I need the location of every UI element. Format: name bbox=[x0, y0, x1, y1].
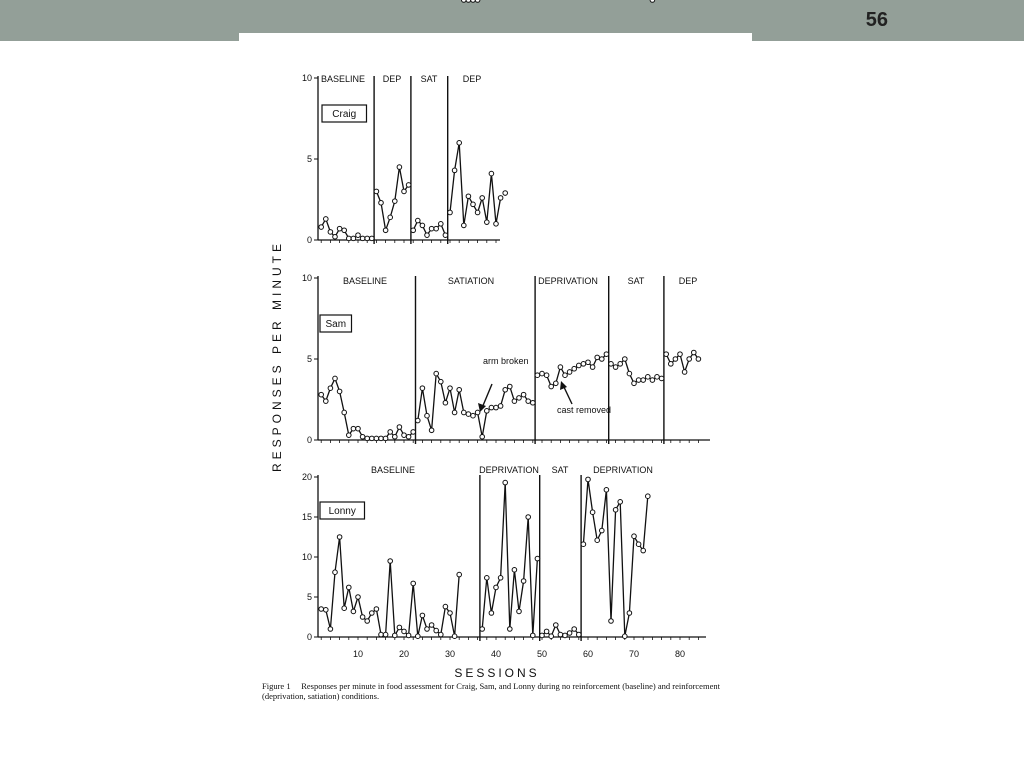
panel-1-data-point bbox=[577, 363, 582, 368]
panel-1-data-point bbox=[669, 362, 674, 367]
panel-1-data-point bbox=[623, 357, 628, 362]
panel-1-ytick-label: 0 bbox=[306, 435, 312, 445]
panel-0-ytick-label: 0 bbox=[306, 235, 312, 245]
panel-0-data-point bbox=[420, 223, 425, 228]
panel-1-data-point bbox=[526, 399, 531, 404]
panel-1-data-point bbox=[554, 381, 559, 386]
panel-2-phase-label: DEPRIVATION bbox=[593, 465, 653, 475]
panel-2-data-point bbox=[517, 609, 522, 614]
panel-1-data-point bbox=[406, 434, 411, 439]
panel-1-data-point bbox=[641, 378, 646, 383]
panel-1-data-point bbox=[393, 434, 398, 439]
slide-number: 56 bbox=[865, 9, 888, 31]
panel-2-data-point bbox=[590, 510, 595, 515]
panel-2-ytick-label: 15 bbox=[301, 512, 312, 522]
panel-1-data-point bbox=[659, 376, 664, 381]
panel-1-data-point bbox=[448, 386, 453, 391]
panel-1-data-point bbox=[498, 404, 503, 409]
panel-2-data-point bbox=[508, 627, 513, 632]
x-tick-label: 40 bbox=[490, 649, 502, 659]
panel-1-data-point bbox=[402, 433, 407, 438]
x-axis-title: SESSIONS bbox=[454, 666, 540, 680]
panel-0-data-point bbox=[351, 236, 356, 241]
panel-1-data-point bbox=[682, 370, 687, 375]
panel-2-data-point bbox=[360, 615, 365, 620]
panel-1-series-line bbox=[418, 374, 533, 437]
panel-1-data-point bbox=[664, 352, 669, 357]
panel-2-data-point bbox=[383, 632, 388, 637]
panel-1-ytick-label: 10 bbox=[301, 273, 312, 283]
panel-1-data-point bbox=[586, 360, 591, 365]
panel-1-data-point bbox=[531, 400, 536, 405]
panel-2-data-point bbox=[319, 607, 324, 612]
panel-1-data-point bbox=[517, 396, 522, 401]
panel-1-data-point bbox=[600, 357, 605, 362]
panel-1-data-point bbox=[544, 373, 549, 378]
panel-1-data-point bbox=[678, 352, 683, 357]
panel-1-data-point bbox=[480, 434, 485, 439]
panel-2-data-point bbox=[370, 611, 375, 616]
panel-2-data-point bbox=[448, 611, 453, 616]
panel-1-data-point bbox=[379, 436, 384, 441]
panel-2-data-point bbox=[558, 632, 563, 637]
panel-2-phase-label: DEPRIVATION bbox=[479, 465, 539, 475]
panel-2-data-point bbox=[586, 477, 591, 482]
panel-1-data-point bbox=[512, 399, 517, 404]
panel-1-phase-label: DEPRIVATION bbox=[538, 276, 598, 286]
panel-0-data-point bbox=[503, 191, 508, 196]
panel-1-data-point bbox=[383, 436, 388, 441]
x-tick-label: 30 bbox=[444, 649, 456, 659]
panel-2-phase-label: BASELINE bbox=[370, 465, 416, 475]
panel-1-data-point bbox=[563, 373, 568, 378]
panel-2-data-point bbox=[618, 500, 623, 505]
panel-2-data-point bbox=[388, 559, 393, 564]
panel-2-data-point bbox=[374, 607, 379, 612]
panel-2-data-point bbox=[416, 634, 421, 639]
x-tick-label: 20 bbox=[398, 649, 410, 659]
panel-2-data-point bbox=[494, 585, 499, 590]
panel-2-data-point bbox=[503, 480, 508, 485]
panel-2-data-point bbox=[439, 632, 444, 637]
panel-2-data-point bbox=[420, 613, 425, 618]
x-tick-label: 50 bbox=[536, 649, 548, 659]
panel-1-data-point bbox=[581, 362, 586, 367]
panel-1-data-point bbox=[397, 425, 402, 430]
panel-1-data-point bbox=[696, 357, 701, 362]
panel-1-data-point bbox=[337, 389, 342, 394]
panel-2-data-point bbox=[475, 0, 480, 2]
panel-2-data-point bbox=[406, 633, 411, 638]
panel-0-data-point bbox=[429, 226, 434, 231]
x-tick-label: 80 bbox=[674, 649, 686, 659]
panel-1-data-point bbox=[342, 410, 347, 415]
panel-1-data-point bbox=[443, 400, 448, 405]
panel-2-data-point bbox=[351, 609, 356, 614]
panel-2-data-point bbox=[641, 548, 646, 553]
panel-0-data-point bbox=[388, 215, 393, 220]
panel-2-data-point bbox=[627, 611, 632, 616]
panel-1-data-point bbox=[613, 365, 618, 370]
panel-1-data-point bbox=[636, 378, 641, 383]
panel-0-data-point bbox=[383, 228, 388, 233]
panel-2-data-point bbox=[365, 619, 370, 624]
panel-2-data-point bbox=[393, 633, 398, 638]
panel-0-data-point bbox=[347, 236, 352, 241]
panel-2-data-point bbox=[462, 0, 467, 2]
panel-1-ytick-label: 5 bbox=[306, 354, 312, 364]
panel-1-data-point bbox=[429, 428, 434, 433]
panel-0-phase-label: BASELINE bbox=[320, 74, 366, 84]
panel-2-data-point bbox=[581, 542, 586, 547]
panel-2-data-point bbox=[337, 535, 342, 540]
panel-2-data-point bbox=[567, 631, 572, 636]
panel-2-data-point bbox=[609, 619, 614, 624]
panel-1-data-point bbox=[572, 366, 577, 371]
panel-1-data-point bbox=[356, 426, 361, 431]
panel-2-data-point bbox=[356, 595, 361, 600]
panel-2-data-point bbox=[577, 632, 582, 637]
panel-1-data-point bbox=[558, 365, 563, 370]
panel-2-data-point bbox=[498, 576, 503, 581]
panel-2-data-point bbox=[595, 538, 600, 543]
panel-0-data-point bbox=[448, 210, 453, 215]
panel-1-data-point bbox=[549, 384, 554, 389]
panel-0-data-point bbox=[480, 196, 485, 201]
panel-0-data-point bbox=[406, 183, 411, 188]
panel-0-data-point bbox=[402, 189, 407, 194]
panel-0-data-point bbox=[393, 199, 398, 204]
panel-1-data-point bbox=[457, 387, 462, 392]
panel-2-data-point bbox=[613, 508, 618, 513]
panel-2-data-point bbox=[636, 542, 641, 547]
panel-0-data-point bbox=[370, 236, 375, 241]
caption-lead: Figure 1 bbox=[262, 681, 291, 691]
panel-0-data-point bbox=[425, 233, 430, 238]
panel-2-name-label: Lonny bbox=[328, 506, 356, 517]
panel-1-data-point bbox=[439, 379, 444, 384]
panel-2-data-point bbox=[434, 628, 439, 633]
panel-0-series-line bbox=[321, 219, 372, 238]
panel-2-data-point bbox=[402, 629, 407, 634]
panel-0-data-point bbox=[485, 220, 490, 225]
panel-2-data-point bbox=[466, 0, 471, 2]
panel-1-data-point bbox=[590, 365, 595, 370]
panel-0-data-point bbox=[379, 200, 384, 205]
panel-1-data-point bbox=[388, 430, 393, 435]
panel-2-data-point bbox=[544, 629, 549, 634]
panel-1-data-point bbox=[466, 412, 471, 417]
panel-1-data-point bbox=[567, 370, 572, 375]
panel-1-data-point bbox=[692, 350, 697, 355]
x-tick-label: 10 bbox=[352, 649, 364, 659]
panel-1-data-point bbox=[333, 376, 338, 381]
panel-2-ytick-label: 20 bbox=[301, 472, 312, 482]
panel-2-data-point bbox=[324, 608, 329, 613]
panel-0-data-point bbox=[397, 165, 402, 170]
panel-0-data-point bbox=[443, 233, 448, 238]
panel-0-data-point bbox=[439, 222, 444, 227]
x-tick-label: 70 bbox=[628, 649, 640, 659]
panel-2-data-point bbox=[646, 494, 651, 499]
panel-2-data-point bbox=[480, 627, 485, 632]
panel-0-data-point bbox=[475, 210, 480, 215]
panel-1-data-point bbox=[374, 436, 379, 441]
panel-0-phase-label: DEP bbox=[382, 74, 402, 84]
panel-2-series-line bbox=[321, 537, 459, 636]
panel-1-data-point bbox=[370, 436, 375, 441]
panel-1-data-point bbox=[411, 430, 416, 435]
panel-2-data-point bbox=[328, 627, 333, 632]
panel-0-data-point bbox=[466, 194, 471, 199]
panel-0-data-point bbox=[328, 230, 333, 235]
panel-1-data-point bbox=[595, 355, 600, 360]
panel-2-data-point bbox=[397, 625, 402, 630]
panel-1-data-point bbox=[655, 375, 660, 380]
panel-1-data-point bbox=[618, 362, 623, 367]
panel-1-data-point bbox=[650, 378, 655, 383]
panel-2-data-point bbox=[535, 556, 540, 561]
panel-0-phase-label: SAT bbox=[420, 74, 438, 84]
panel-1-data-point bbox=[485, 409, 490, 414]
panel-0-data-point bbox=[342, 228, 347, 233]
panel-2-data-point bbox=[347, 585, 352, 590]
panel-2-data-point bbox=[457, 572, 462, 577]
panel-2-data-point bbox=[526, 515, 531, 520]
panel-0-ytick-label: 5 bbox=[306, 154, 312, 164]
panel-1-data-point bbox=[489, 405, 494, 410]
panel-2-phase-label: SAT bbox=[551, 465, 569, 475]
panel-1-data-point bbox=[540, 371, 545, 376]
panel-1-data-point bbox=[535, 373, 540, 378]
panel-1-data-point bbox=[452, 410, 457, 415]
panel-1-data-point bbox=[425, 413, 430, 418]
panel-0-data-point bbox=[337, 226, 342, 231]
panel-1-name-label: Sam bbox=[325, 319, 347, 330]
panel-0-data-point bbox=[324, 217, 329, 222]
panel-2-data-point bbox=[572, 627, 577, 632]
panel-2-data-point bbox=[485, 576, 490, 581]
panel-0-data-point bbox=[471, 202, 476, 207]
panel-1-data-point bbox=[434, 371, 439, 376]
panel-2-data-point bbox=[333, 570, 338, 575]
panel-2-data-point bbox=[540, 633, 545, 638]
panel-0-data-point bbox=[360, 236, 365, 241]
panel-0-ytick-label: 10 bbox=[301, 73, 312, 83]
panel-2-data-point bbox=[443, 604, 448, 609]
panel-0-data-point bbox=[411, 228, 416, 233]
panel-1-data-point bbox=[416, 418, 421, 423]
panel-1-phase-label: DEP bbox=[678, 276, 698, 286]
panel-0-data-point bbox=[333, 234, 338, 239]
panel-1-data-point bbox=[365, 436, 370, 441]
panel-1-data-point bbox=[319, 392, 324, 397]
panel-0-data-point bbox=[498, 196, 503, 201]
figure-caption bbox=[262, 681, 722, 701]
panel-0-phase-label: DEP bbox=[462, 74, 482, 84]
annotation-arm-broken: arm broken bbox=[483, 356, 529, 366]
annotation-cast-removed: cast removed bbox=[557, 405, 612, 415]
panel-2-data-point bbox=[554, 623, 559, 628]
panel-1-data-point bbox=[687, 357, 692, 362]
panel-1-data-point bbox=[347, 433, 352, 438]
panel-2-data-point bbox=[521, 579, 526, 584]
panel-1-data-point bbox=[508, 384, 513, 389]
panel-2-data-point bbox=[471, 0, 476, 2]
panel-2-data-point bbox=[429, 623, 434, 628]
panel-1-data-point bbox=[360, 434, 365, 439]
panel-1-data-point bbox=[604, 352, 609, 357]
annotation-arm-broken-arrow bbox=[482, 384, 492, 408]
panel-0-data-point bbox=[356, 233, 361, 238]
panel-1-phase-label: BASELINE bbox=[342, 276, 388, 286]
panel-0-data-point bbox=[434, 226, 439, 231]
panel-1-data-point bbox=[521, 392, 526, 397]
panel-0-data-point bbox=[494, 222, 499, 227]
panel-1-phase-label: SAT bbox=[627, 276, 645, 286]
panel-1-data-point bbox=[503, 387, 508, 392]
panel-2-series-line bbox=[583, 479, 647, 636]
panel-2-data-point bbox=[512, 568, 517, 573]
panel-2-data-point bbox=[549, 634, 554, 639]
panel-1-data-point bbox=[609, 362, 614, 367]
panel-2-data-point bbox=[379, 632, 384, 637]
panel-1-data-point bbox=[475, 410, 480, 415]
annotation-cast-removed-arrowhead bbox=[560, 381, 567, 390]
panel-1-data-point bbox=[494, 405, 499, 410]
panel-1-data-point bbox=[627, 371, 632, 376]
panel-1-data-point bbox=[328, 386, 333, 391]
panel-2-data-point bbox=[531, 633, 536, 638]
panel-2-data-point bbox=[650, 0, 655, 2]
panel-1-data-point bbox=[646, 375, 651, 380]
panel-2-data-point bbox=[342, 606, 347, 611]
panel-2-data-point bbox=[563, 633, 568, 638]
panel-1-data-point bbox=[462, 410, 467, 415]
panel-2-data-point bbox=[604, 488, 609, 493]
panel-0-data-point bbox=[374, 189, 379, 194]
panel-0-data-point bbox=[365, 236, 370, 241]
panel-2-data-point bbox=[632, 534, 637, 539]
panel-2-ytick-label: 10 bbox=[301, 552, 312, 562]
panel-1-data-point bbox=[420, 386, 425, 391]
panel-1-phase-label: SATIATION bbox=[447, 276, 495, 286]
panel-2-data-point bbox=[623, 634, 628, 639]
panel-0-name-label: Craig bbox=[332, 109, 357, 120]
panel-0-data-point bbox=[416, 218, 421, 223]
panel-2-data-point bbox=[600, 528, 605, 533]
panel-2-data-point bbox=[489, 611, 494, 616]
panel-2-ytick-label: 5 bbox=[306, 592, 312, 602]
panel-1-data-point bbox=[351, 426, 356, 431]
panel-0-data-point bbox=[319, 225, 324, 230]
panel-1-data-point bbox=[324, 399, 329, 404]
x-tick-label: 60 bbox=[582, 649, 594, 659]
panel-0-series-line bbox=[376, 167, 408, 230]
panel-2-data-point bbox=[425, 627, 430, 632]
panel-0-data-point bbox=[489, 171, 494, 176]
panel-1-data-point bbox=[471, 413, 476, 418]
caption-text: Responses per minute in food assessment for Craig, Sam, and Lonny during no reinforcement (baseline) and reinforcement (deprivation, satiation) conditions. bbox=[262, 681, 720, 701]
panel-2-data-point bbox=[411, 581, 416, 586]
panel-2-ytick-label: 0 bbox=[306, 632, 312, 642]
panel-0-data-point bbox=[457, 141, 462, 146]
panel-0-data-point bbox=[452, 168, 457, 173]
panel-1-data-point bbox=[673, 357, 678, 362]
y-axis-title: RESPONSES PER MINUTE bbox=[270, 239, 284, 473]
panel-1-data-point bbox=[632, 381, 637, 386]
panel-0-data-point bbox=[462, 223, 467, 228]
panel-2-data-point bbox=[452, 634, 457, 639]
